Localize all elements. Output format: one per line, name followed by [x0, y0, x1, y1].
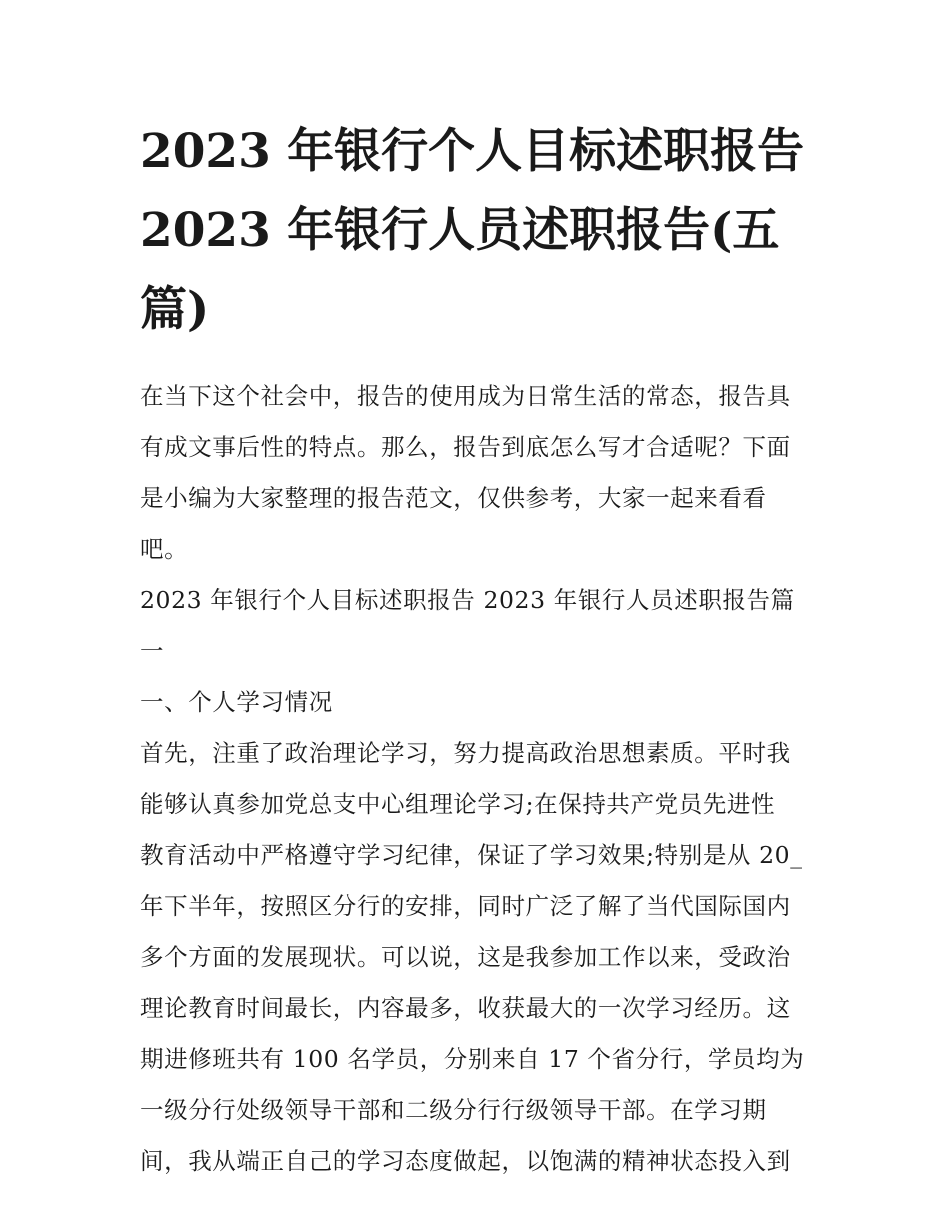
subsection-heading: 一、个人学习情况	[140, 688, 333, 716]
title-line-3: 篇)	[140, 282, 210, 337]
document-title	[140, 112, 812, 349]
text-line: 理论教育时间最长，内容最多，收获最大的一次学习经历。这	[140, 994, 791, 1022]
text-line: 在当下这个社会中，报告的使用成为日常生活的常态，报告具	[140, 382, 791, 410]
text-line: 年下半年，按照区分行的安排，同时广泛了解了当代国际国内	[140, 892, 791, 920]
text-line: 一级分行处级领导干部和二级分行行级领导干部。在学习期	[140, 1096, 767, 1124]
section-heading: 2023 年银行个人目标述职报告 2023 年银行人员述职报告篇一	[140, 586, 795, 665]
text-line: 教育活动中严格遵守学习纪律，保证了学习效果;特别是从 20_	[140, 841, 803, 869]
text-line: 期进修班共有 100 名学员，分别来自 17 个省分行，学员均为	[140, 1045, 805, 1073]
text-line: 多个方面的发展现状。可以说，这是我参加工作以来，受政治	[140, 943, 791, 971]
document-body	[140, 371, 812, 1187]
text-line: 间，我从端正自己的学习态度做起，以饱满的精神状态投入到	[140, 1147, 791, 1175]
text-line: 是小编为大家整理的报告范文，仅供参考，大家一起来看看	[140, 484, 767, 512]
text-line: 有成文事后性的特点。那么，报告到底怎么写才合适呢？下面	[140, 433, 791, 461]
document-page	[140, 112, 812, 1187]
text-line: 能够认真参加党总支中心组理论学习;在保持共产党员先进性	[140, 790, 776, 818]
title-line-2: 2023 年银行人员述职报告(五	[140, 203, 780, 258]
title-line-1: 2023 年银行个人目标述职报告	[140, 124, 805, 179]
text-line: 首先，注重了政治理论学习，努力提高政治思想素质。平时我	[140, 739, 791, 767]
text-line: 吧。	[140, 535, 189, 563]
